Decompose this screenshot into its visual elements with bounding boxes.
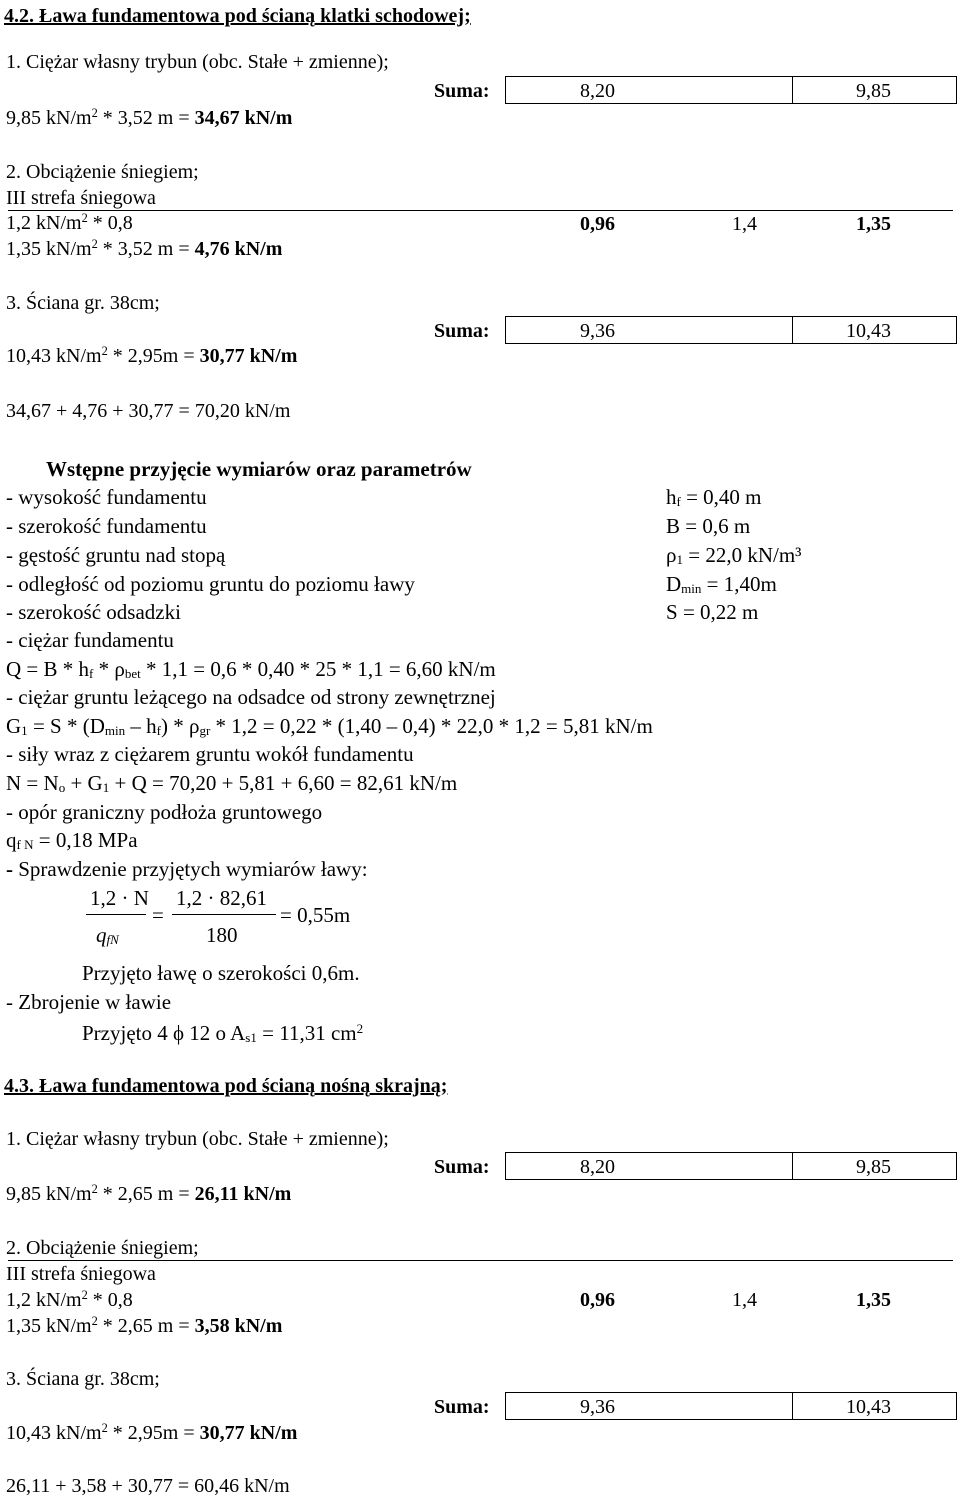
s43-snow-c: 1,35 xyxy=(856,1289,891,1311)
param-row-label: - gęstość gruntu nad stopą xyxy=(6,543,226,567)
param-row-label: - szerokość fundamentu xyxy=(6,514,207,538)
s42-item2-line1: III strefa śniegowa xyxy=(6,187,156,209)
s43-snow-a: 0,96 xyxy=(580,1289,615,1311)
s43-suma3-divider xyxy=(792,1392,793,1420)
fraction-1-bar xyxy=(86,914,146,915)
s42-snow-b: 1,4 xyxy=(732,213,757,235)
q-formula: $Q = B * h_f * \rho_{bet} * 1,1 = 0,6 * 0,40 * 25 * 1,1 = 6,60$ kN/m xyxy=(6,657,496,681)
s43-calc1: 9,85 $kN/m^2 * 2,65$ m = 26,11 kN/m xyxy=(6,1182,292,1205)
s42-suma1-divider xyxy=(792,76,793,104)
s42-suma1-label: Suma: xyxy=(434,80,490,102)
param-row-value: $D_{min} = 1,40m$ xyxy=(666,572,777,596)
s42-item3-title: 3. Ściana gr. 38cm; xyxy=(6,292,160,314)
s42-suma1-value-b: 9,85 xyxy=(856,80,891,102)
resist-label: - opór graniczny podłoża gruntowego xyxy=(6,800,323,824)
g-formula: $G_1 = S * (D_{min} - h_f) * \rho_{gr} * 1,2 = 0,22 * (1,40 - 0,4) * 22,0 * 1,2 = 5,81$ kN/m xyxy=(6,714,653,738)
s43-item2-title: 2. Obciążenie śniegiem; xyxy=(6,1237,199,1259)
fraction-2-numerator: 1,2 · 82,61 xyxy=(176,886,267,910)
adopted-width: Przyjęto ławę o szerokości 0,6m. xyxy=(82,961,360,985)
s42-item2-line2: 1,2 $kN/m^2 * 0,8$ xyxy=(6,211,133,234)
param-row-value: $h_f = 0,40$ m xyxy=(666,485,762,509)
s43-calc2: 1,35 $kN/m^2 * 2,65$ m = 3,58 kN/m xyxy=(6,1314,283,1337)
s42-item1-title: 1. Ciężar własny trybun (obc. Stałe + zmienne); xyxy=(6,51,389,73)
weight-label: - ciężar fundamentu xyxy=(6,628,174,652)
check-label: - Sprawdzenie przyjętych wymiarów ławy: xyxy=(6,857,368,881)
fraction-1-numerator: 1,2 · N xyxy=(90,886,149,910)
param-row-label: - odległość od poziomu gruntu do poziomu ławy xyxy=(6,572,415,596)
rebar-label: - Zbrojenie w ławie xyxy=(6,990,172,1014)
section-4-3-title: 4.3. Ława fundamentowa pod ścianą nośną skrajną; xyxy=(4,1075,448,1097)
soil-label: - ciężar gruntu leżącego na odsadce od strony zewnętrznej xyxy=(6,685,496,709)
s43-total: 26,11 + 3,58 + 30,77 = 60,46 kN/m xyxy=(6,1475,290,1497)
s42-suma3-divider xyxy=(792,316,793,344)
forces-label: - siły wraz z ciężarem gruntu wokół fundamentu xyxy=(6,742,414,766)
s42-snow-a: 0,96 xyxy=(580,213,615,235)
s42-suma3-value-b: 10,43 xyxy=(846,320,891,342)
s43-item3-title: 3. Ściana gr. 38cm; xyxy=(6,1368,160,1390)
s42-calc3: 10,43 $kN/m^2 * 2,95m = 30,77$ kN/m xyxy=(6,344,298,367)
fraction-2-denominator: 180 xyxy=(206,923,238,947)
params-heading: Wstępne przyjęcie wymiarów oraz parametrów xyxy=(46,457,472,481)
s42-item2-title: 2. Obciążenie śniegiem; xyxy=(6,161,199,183)
param-row-value: S = 0,22 m xyxy=(666,600,759,624)
s43-suma3-label: Suma: xyxy=(434,1396,490,1418)
s43-suma1-value-b: 9,85 xyxy=(856,1156,891,1178)
s43-item1-title: 1. Ciężar własny trybun (obc. Stałe + zmienne); xyxy=(6,1128,389,1150)
s43-snow-b: 1,4 xyxy=(732,1289,757,1311)
s42-suma1-value-a: 8,20 xyxy=(580,80,615,102)
s43-suma3-value-b: 10,43 xyxy=(846,1396,891,1418)
s43-suma3-value-a: 9,36 xyxy=(580,1396,615,1418)
s42-snow-line xyxy=(8,210,953,211)
param-row-value: B = 0,6 m xyxy=(666,514,751,538)
s43-calc3: 10,43 $kN/m^2 * 2,95m = 30,77$ kN/m xyxy=(6,1421,298,1444)
s42-total: 34,67 + 4,76 + 30,77 = 70,20 kN/m xyxy=(6,400,291,422)
param-row-label: - wysokość fundamentu xyxy=(6,485,207,509)
s42-snow-c: 1,35 xyxy=(856,213,891,235)
s43-snow-line xyxy=(8,1260,953,1261)
s42-calc1: 9,85 $kN/m^2 * 3,52$ m = 34,67 kN/m xyxy=(6,106,293,129)
fraction-result: = 0,55m xyxy=(280,903,351,927)
qf-value: $q_{f N} = 0,18$ MPa xyxy=(6,828,138,852)
param-row-label: - szerokość odsadzki xyxy=(6,600,181,624)
rebar-value: Przyjęto 4 ϕ 12 o $A_{s1} = 11,31$ $cm^2$ xyxy=(82,1020,364,1045)
equals-sign: = xyxy=(152,903,164,927)
s42-calc2: 1,35 $kN/m^2 * 3,52$ m = 4,76 kN/m xyxy=(6,237,283,260)
s42-suma3-label: Suma: xyxy=(434,320,490,342)
s43-suma1-label: Suma: xyxy=(434,1156,490,1178)
s43-suma1-divider xyxy=(792,1152,793,1180)
param-row-value: $\rho_1 = 22,0$ kN/m³ xyxy=(666,543,802,567)
fraction-2-bar xyxy=(172,914,276,915)
n-formula: $N = N_o + G_1 + Q = 70,20 + 5,81 + 6,60 = 82,61$ kN/m xyxy=(6,771,458,795)
fraction-1-denominator: $q_{fN}$ xyxy=(96,923,119,947)
s43-suma1-value-a: 8,20 xyxy=(580,1156,615,1178)
s43-item2-line1: III strefa śniegowa xyxy=(6,1263,156,1285)
s42-suma3-value-a: 9,36 xyxy=(580,320,615,342)
s43-item2-line2: 1,2 $kN/m^2 * 0,8$ xyxy=(6,1288,133,1311)
section-4-2-title: 4.2. Ława fundamentowa pod ścianą klatki schodowej; xyxy=(4,5,471,27)
